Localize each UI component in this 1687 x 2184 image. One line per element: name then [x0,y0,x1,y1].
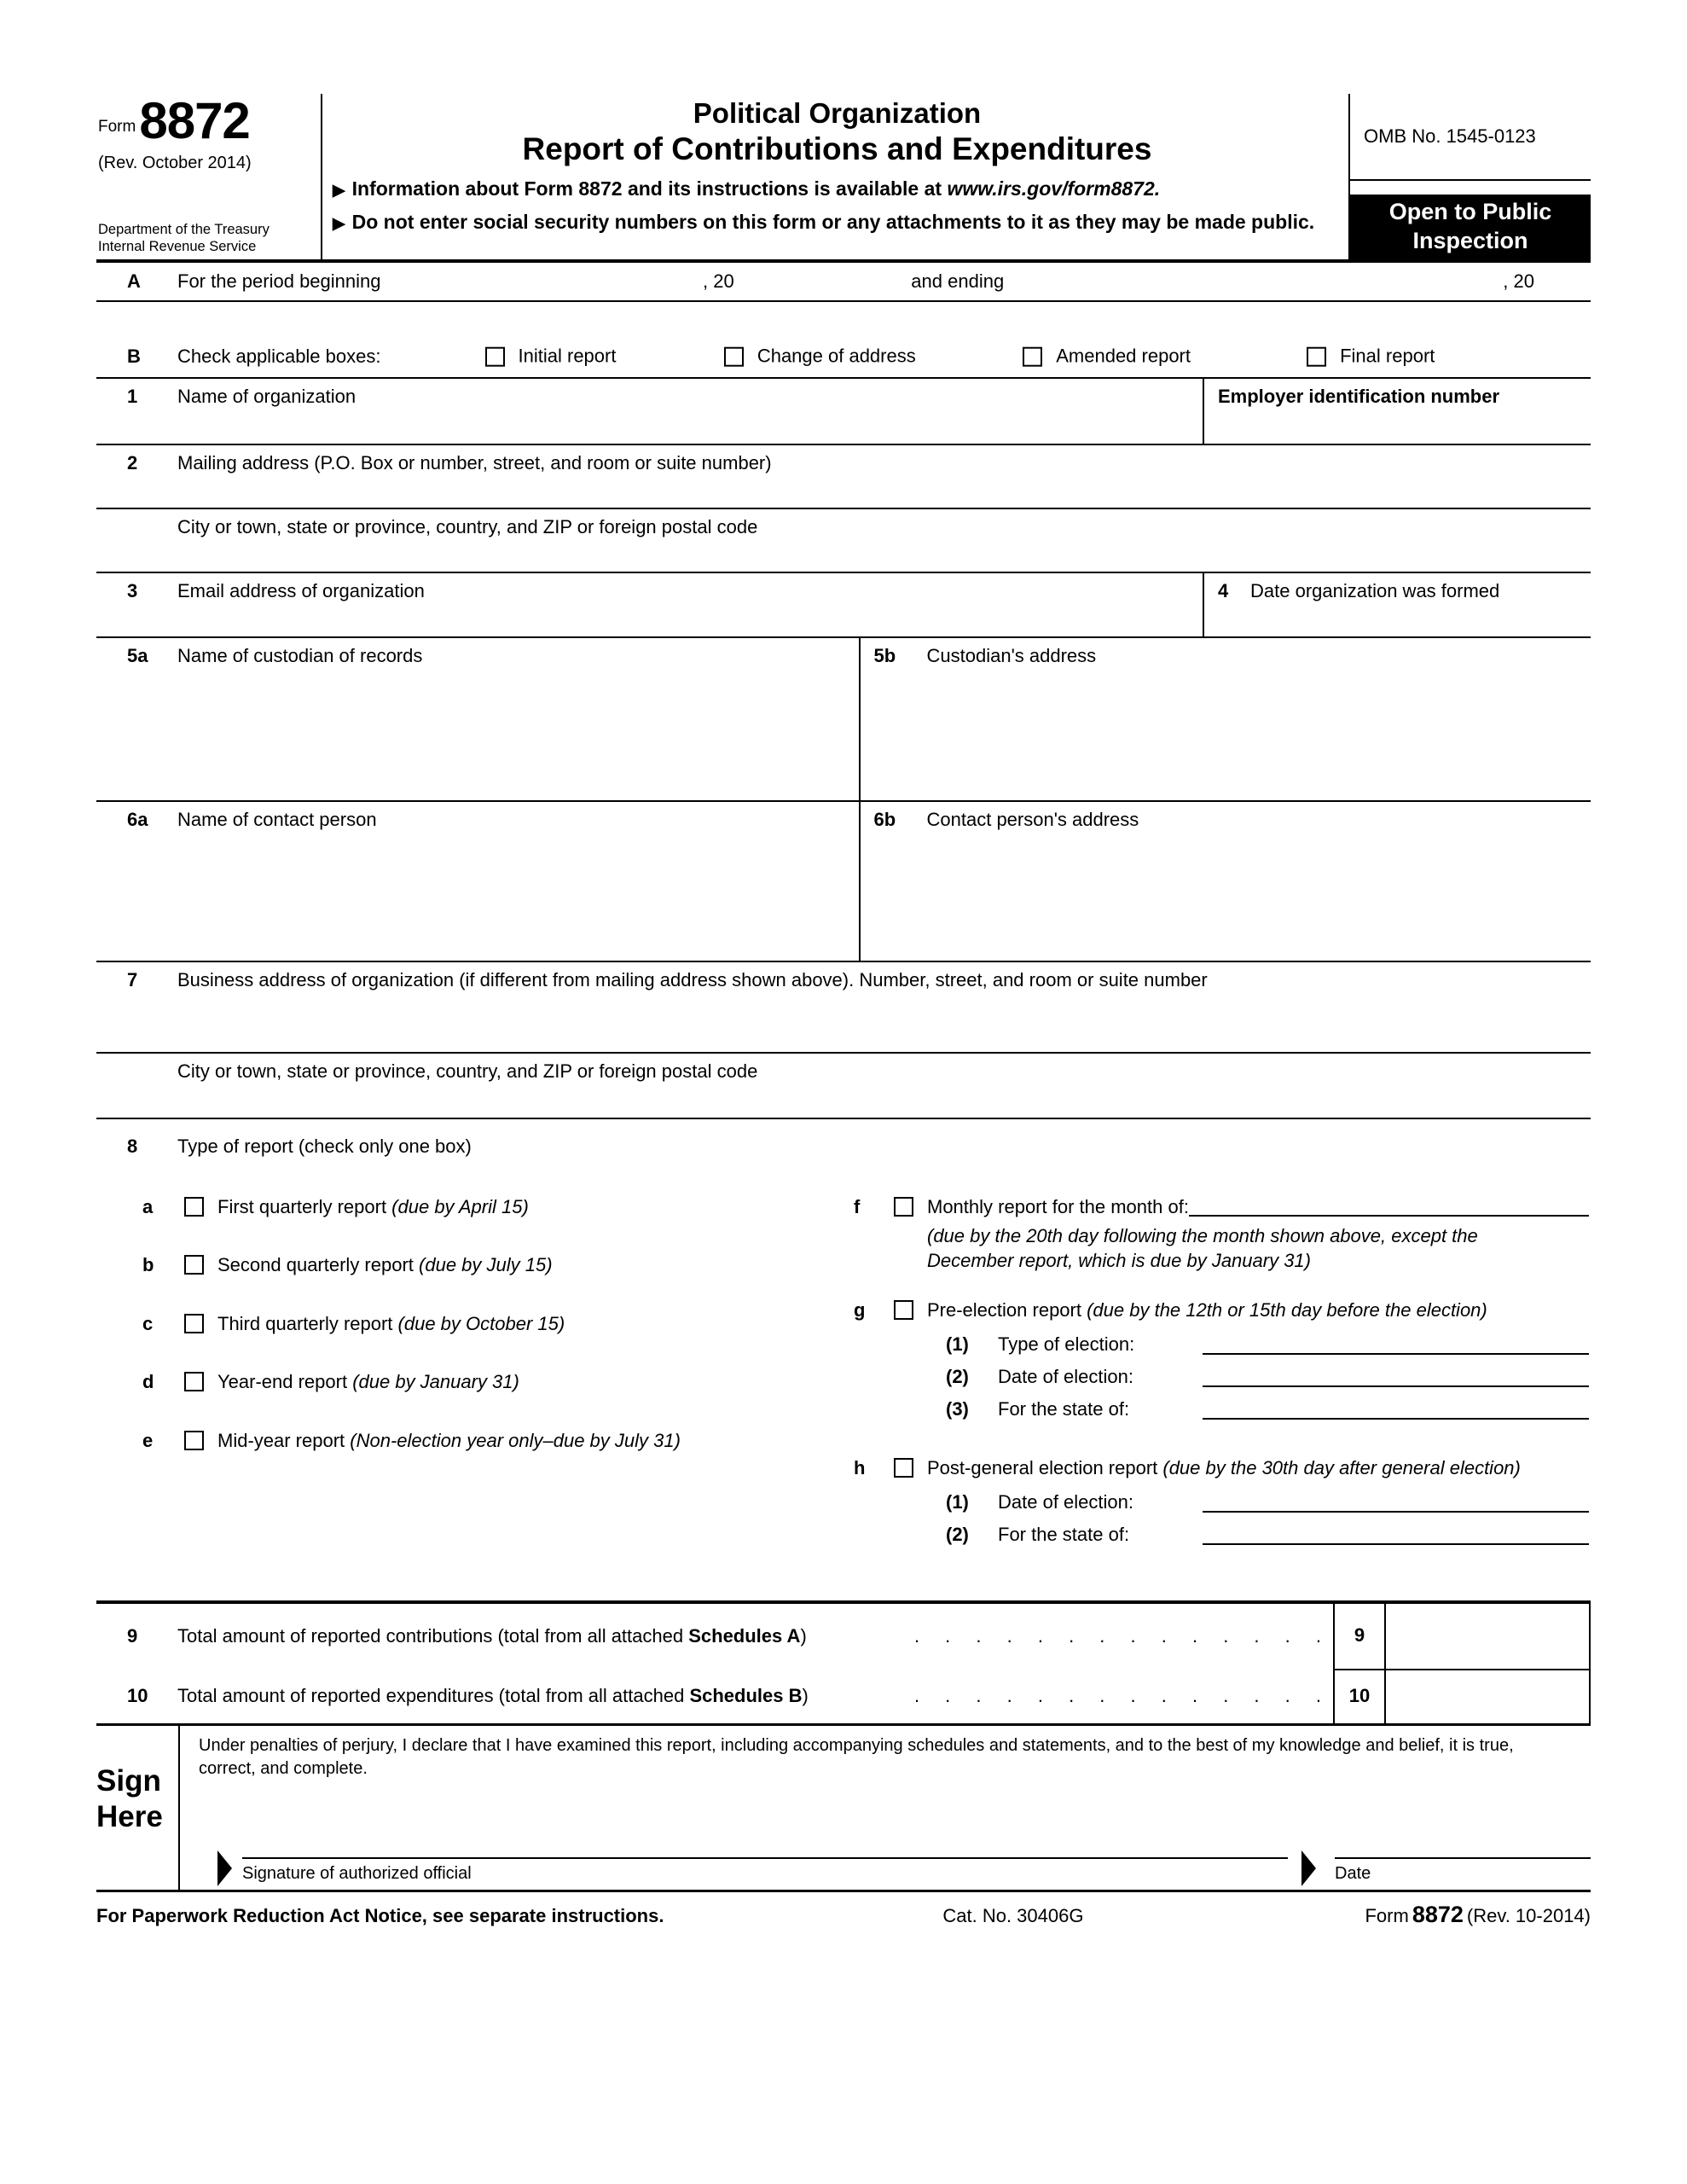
contact-address-field[interactable]: 6b Contact person's address [859,802,1591,961]
post-general-checkbox[interactable] [894,1458,913,1478]
h-sub-1: (1) Date of election: [844,1493,1589,1515]
signature-arrow-icon [217,1850,232,1886]
line-9-contributions: 9 Total amount of reported contributions (total from all attached Schedules A) . . . . . . . . . . . . . . 9 [96,1602,1591,1670]
option-g-pre-election: g Pre-election report (due by the 12th or 15th day before the election) [854,1299,1487,1321]
contributions-label: Total amount of reported contributions (total from all attached Schedules A) [177,1625,807,1647]
mailing-city-label: City or town, state or province, country, and ZIP or foreign postal code [177,516,758,537]
leader-dots: . . . . . . . . . . . . . . [913,1625,1321,1647]
sign-here-block [96,1723,1591,1892]
form-title-line1: Political Organization [693,97,982,129]
email-field[interactable]: 3 Email address of organization [127,580,425,601]
expenditures-amount-input[interactable] [1386,1670,1591,1723]
contact-name-field[interactable]: 6a Name of contact person [127,809,377,830]
info-instructions-line: ▶ Information about Form 8872 and its instructions is available at www.irs.gov/form8872. [333,177,1161,200]
initial-report-checkbox[interactable] [485,347,505,367]
line-10-cell-number: 10 [1333,1670,1386,1723]
contributions-amount-input[interactable] [1386,1604,1591,1670]
mailing-city-field[interactable] [96,509,1591,572]
custodian-address-field[interactable]: 5b Custodian's address [859,638,1591,800]
type-of-election-input[interactable] [1203,1346,1589,1355]
leader-dots: . . . . . . . . . . . . . . [913,1685,1321,1707]
pre-election-state-input[interactable] [1203,1411,1589,1420]
footer-form-number: Form 8872 (Rev. 10-2014) [1365,1901,1591,1927]
line-3-4 [96,573,1591,638]
first-quarterly-checkbox[interactable] [184,1197,204,1217]
business-city-label: City or town, state or province, country, and ZIP or foreign postal code [177,1060,758,1082]
organization-name-label: Name of organization [177,386,357,407]
form-title-line2: Report of Contributions and Expenditures [522,131,1152,167]
mailing-address-label: Mailing address (P.O. Box or number, street, and room or suite number) [177,452,772,473]
form-number: 8872 [139,92,250,149]
h-sub-2: (2) For the state of: [844,1525,1589,1548]
right-arrow-icon: ▶ [333,181,345,200]
line-6 [96,802,1591,962]
open-to-public-badge: Open to Public Inspection [1350,195,1591,259]
form-header [96,94,1591,263]
paperwork-notice: For Paperwork Reduction Act Notice, see separate instructions. [96,1904,664,1926]
form-word-label: Form [98,118,136,136]
line-5 [96,638,1591,802]
custodian-address-label: Custodian's address [926,645,1097,666]
organization-name-field[interactable]: 1 Name of organization [127,386,357,407]
date-formed-label: Date organization was formed [1250,580,1500,601]
right-arrow-icon: ▶ [333,214,345,233]
custodian-name-field[interactable]: 5a Name of custodian of records [127,645,423,666]
custodian-name-label: Name of custodian of records [177,645,423,666]
g-sub-2: (2) Date of election: [844,1368,1589,1390]
monthly-due-note: (due by the 20th day following the month shown above, except the December report, which is due by January 31) [927,1225,1478,1271]
date-formed-field[interactable]: 4 Date organization was formed [1203,573,1591,636]
ssn-warning-line: ▶ Do not enter social security numbers on this form or any attachments to it as they may be made public. [333,210,1315,233]
final-report-checkbox[interactable] [1307,347,1326,367]
ein-field[interactable] [1203,379,1591,444]
option-b-second-quarterly: b Second quarterly report (due by July 15) [142,1254,553,1276]
line-b-check-boxes [96,336,1591,379]
signature-date-input[interactable] [1335,1835,1591,1859]
final-report-option: Final report [1307,345,1435,369]
email-label: Email address of organization [177,580,425,601]
change-of-address-option: Change of address [724,345,916,369]
omb-number: OMB No. 1545-0123 [1350,94,1591,181]
department-label: Department of the Treasury Internal Revenue Service [98,222,270,255]
change-of-address-checkbox[interactable] [724,347,744,367]
business-address-field[interactable]: 7 Business address of organization (if different from mailing address shown above). Number, street, and room or suite number [127,969,1208,990]
line-a-number: A [127,270,141,292]
contact-name-label: Name of contact person [177,809,377,830]
line-1-organization [96,379,1591,445]
post-general-state-input[interactable] [1203,1536,1589,1545]
line-a-period [96,263,1591,302]
mailing-address-field[interactable]: 2 Mailing address (P.O. Box or number, street, and room or suite number) [127,452,772,473]
form-title-block [322,94,1348,259]
contact-address-label: Contact person's address [926,809,1139,830]
option-f-monthly: f Monthly report for the month of: [844,1195,1589,1220]
type-of-report-columns [96,1195,1591,1558]
option-e-mid-year: e Mid-year report (Non-election year only–due by July 31) [142,1429,681,1451]
form-footer [96,1892,1591,1930]
year2-label: , 20 [1503,270,1534,292]
line-8-type-of-report [96,1119,1591,1602]
business-address-label: Business address of organization (if different from mailing address shown above). Number, street, and room or suite number [177,969,1208,990]
line-b-number: B [127,345,141,367]
revision-label: (Rev. October 2014) [98,154,252,172]
second-quarterly-checkbox[interactable] [184,1255,204,1275]
g-sub-3: (3) For the state of: [844,1400,1589,1422]
line-10-expenditures: 10 Total amount of reported expenditures (total from all attached Schedules B) . . . . . . . . . . . . . . 10 [96,1670,1591,1723]
business-city-field[interactable] [96,1054,1591,1118]
line-7-business-address [96,962,1591,1054]
amended-report-checkbox[interactable] [1023,347,1042,367]
omb-block [1348,94,1591,259]
irs-url: www.irs.gov/form8872. [947,177,1161,200]
perjury-statement: Under penalties of perjury, I declare that I have examined this report, including accompanying schedules and statements, and to the best of my knowledge and belief, it is true, correct, and complete. [199,1735,1514,1778]
year-end-checkbox[interactable] [184,1372,204,1391]
pre-election-date-input[interactable] [1203,1379,1589,1387]
monthly-month-input[interactable] [1189,1208,1589,1217]
ein-label: Employer identification number [1218,386,1500,407]
signature-input[interactable] [242,1835,1288,1859]
and-ending-label: and ending [911,270,1005,292]
pre-election-checkbox[interactable] [894,1300,913,1320]
post-general-date-input[interactable] [1203,1504,1589,1513]
option-d-year-end: d Year-end report (due by January 31) [142,1371,519,1393]
date-arrow-icon [1301,1850,1316,1886]
monthly-report-checkbox[interactable] [894,1197,913,1217]
report-options-left-column [96,1195,844,1558]
type-of-report-heading: 8 Type of report (check only one box) [127,1136,472,1157]
line-9-cell-number: 9 [1333,1604,1386,1670]
third-quarterly-checkbox[interactable] [184,1314,204,1333]
period-beginning-label: For the period beginning [177,270,381,292]
option-c-third-quarterly: c Third quarterly report (due by October 15) [142,1312,565,1334]
check-applicable-label: Check applicable boxes: [177,345,381,367]
line-7-city [96,1054,1591,1119]
expenditures-label: Total amount of reported expenditures (total from all attached Schedules B) [177,1685,809,1707]
option-h-post-general: h Post-general election report (due by the 30th day after general election) [854,1456,1521,1478]
line-2-mailing-address [96,445,1591,509]
g-sub-1: (1) Type of election: [844,1335,1589,1357]
sign-here-label: Sign Here [96,1726,180,1890]
line-2-city [96,509,1591,573]
form-number-line [98,92,314,149]
date-caption: Date [1335,1863,1371,1883]
initial-report-option: Initial report [485,345,617,369]
option-a-first-quarterly: a First quarterly report (due by April 15) [142,1195,529,1217]
catalog-number: Cat. No. 30406G [942,1904,1084,1926]
form-identity-block [96,94,322,259]
report-options-right-column [844,1195,1591,1558]
year1-label: , 20 [702,270,734,292]
mid-year-checkbox[interactable] [184,1431,204,1450]
amended-report-option: Amended report [1023,345,1191,369]
signature-caption: Signature of authorized official [242,1863,472,1883]
